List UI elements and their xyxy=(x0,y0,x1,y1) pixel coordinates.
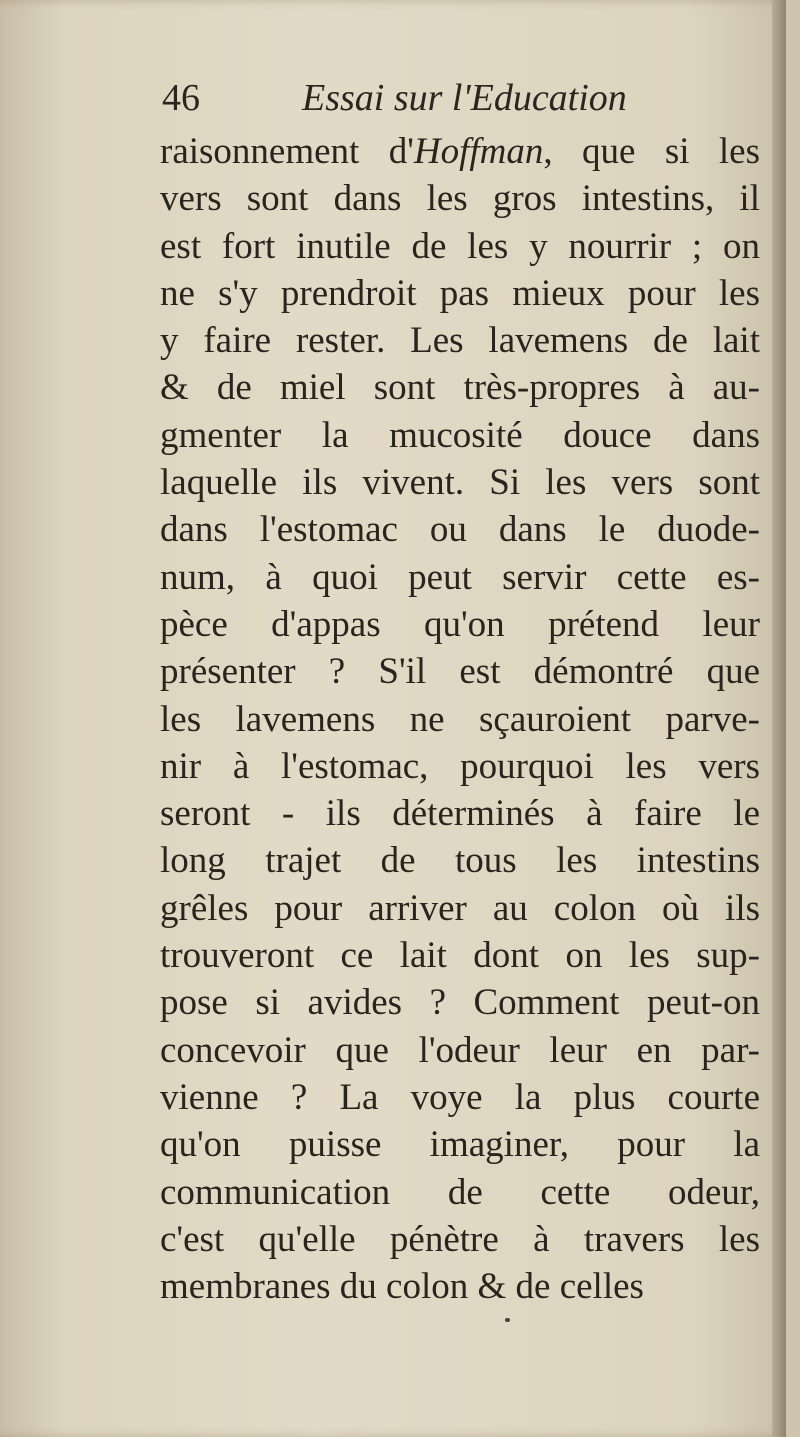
text-line: seront - ils déterminés à faire le xyxy=(160,793,760,835)
body-text xyxy=(160,128,760,1310)
text-line: vers sont dans les gros intestins, il xyxy=(160,178,760,220)
text-line: long trajet de tous les intestins xyxy=(160,840,760,882)
page-header xyxy=(162,76,762,124)
author-name: Hoffman xyxy=(413,131,544,172)
text-line: grêles pour arriver au colon où ils xyxy=(160,887,760,929)
text-line: gmenter la mucosité douce dans xyxy=(160,414,760,456)
text-line: num, à quoi peut servir cette es- xyxy=(160,556,760,598)
text-line: pose si avides ? Comment peut-on xyxy=(160,982,760,1024)
ink-mark xyxy=(505,1318,510,1322)
text-line: raisonnement d'Hoffman, que si les xyxy=(160,131,760,172)
page-edge xyxy=(772,0,786,1437)
text-line: dans l'estomac ou dans le duode- xyxy=(160,509,760,551)
text-line: communication de cette odeur, xyxy=(160,1171,760,1213)
text-line: nir à l'estomac, pourquoi les vers xyxy=(160,745,760,787)
text-line: les lavemens ne sçauroient parve- xyxy=(160,698,760,740)
text-line: ne s'y prendroit pas mieux pour les xyxy=(160,272,760,314)
text-line: c'est qu'elle pénètre à travers les xyxy=(160,1218,760,1260)
text-line: présenter ? S'il est démontré que xyxy=(160,651,760,693)
text-line: vienne ? La voye la plus courte xyxy=(160,1076,760,1118)
text-line: est fort inutile de les y nourrir ; on xyxy=(160,225,760,267)
text-line: concevoir que l'odeur leur en par- xyxy=(160,1029,760,1071)
running-title: Essai sur l'Education xyxy=(302,77,627,119)
text-line: pèce d'appas qu'on prétend leur xyxy=(160,603,760,645)
text-line: laquelle ils vivent. Si les vers sont xyxy=(160,462,760,504)
text-line: membranes du colon & de celles xyxy=(160,1266,644,1308)
text-line: & de miel sont très-propres à au- xyxy=(160,367,760,409)
text-line: qu'on puisse imaginer, pour la xyxy=(160,1124,760,1166)
page-number: 46 xyxy=(162,77,200,119)
text-line: trouveront ce lait dont on les sup- xyxy=(160,935,760,977)
text-line: y faire rester. Les lavemens de lait xyxy=(160,320,760,362)
